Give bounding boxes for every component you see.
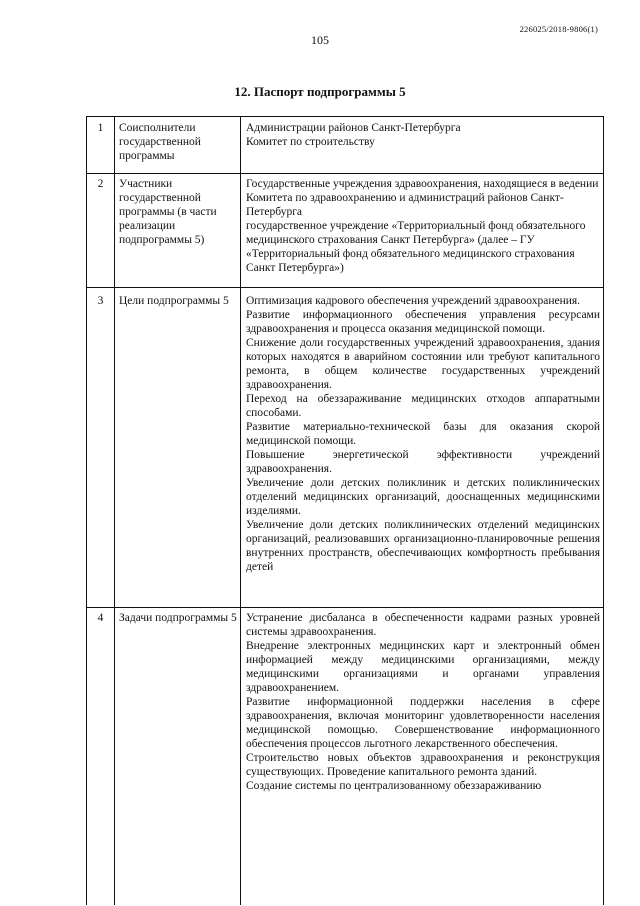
- row-number: 3: [97, 295, 104, 307]
- content-paragraph: Снижение доли государственных учреждений здравоохранения, здания которых находятся в аварийном состоянии или требуют капитального ремонта, в общем количестве государственных учреждений здравоохранения.: [246, 337, 600, 391]
- row-number: 1: [97, 122, 104, 134]
- content-paragraph: Устранение дисбаланса в обеспеченности кадрами разных уровней системы здравоохранения.: [246, 612, 600, 638]
- row-divider: [87, 287, 603, 288]
- row-content: [246, 121, 600, 149]
- table-row: [87, 117, 603, 173]
- section-title: 12. Паспорт подпрограммы 5: [234, 84, 406, 99]
- passport-table: [86, 116, 604, 905]
- content-paragraph: Комитет по строительству: [246, 136, 375, 148]
- table-row: [87, 290, 603, 612]
- content-paragraph: Государственные учреждения здравоохранения, находящиеся в ведении Комитета по здравоохранению и администраций районов Санкт-Петербурга: [246, 178, 599, 218]
- row-content: [246, 294, 600, 574]
- document-number: 226025/2018-9806(1): [519, 24, 598, 34]
- content-paragraph: Развитие материально-технической базы для оказания скорой медицинской помощи.: [246, 421, 600, 447]
- row-label: Соисполнители государственной программы: [119, 122, 201, 162]
- content-paragraph: Развитие информационной поддержки населения в сфере здравоохранения, включая мониторинг удовлетворенности населения медицинской помощью. Совершенствование информационного обеспечения процессов льготного лекарственного обеспечения.: [246, 696, 600, 750]
- row-number: 2: [97, 178, 104, 190]
- content-paragraph: Переход на обеззараживание медицинских отходов аппаратными способами.: [246, 393, 600, 419]
- content-paragraph: Создание системы по централизованному обеззараживанию: [246, 780, 542, 792]
- row-label: Задачи подпрограммы 5: [119, 612, 237, 624]
- table-row: [87, 607, 603, 906]
- content-paragraph: Повышение энергетической эффективности учреждений здравоохранения.: [246, 449, 600, 475]
- row-content: [246, 611, 600, 793]
- row-content: [246, 177, 600, 275]
- content-paragraph: Администрации районов Санкт-Петербурга: [246, 122, 461, 134]
- row-label: Участники государственной программы (в части реализации подпрограммы 5): [119, 178, 217, 246]
- page-number: 105: [311, 33, 329, 47]
- content-paragraph: государственное учреждение «Территориальный фонд обязательного медицинского страхования Санкт Петербурга» (далее – ГУ «Территориальный фонд обязательного медицинского страхования Санкт Петербурга»): [246, 220, 586, 274]
- content-paragraph: Строительство новых объектов здравоохранения и реконструкция существующих. Проведение капитального ремонта зданий.: [246, 752, 600, 778]
- content-paragraph: Увеличение доли детских поликлинических отделений медицинских организаций, реализовавших организационно-планировочные решения внутренних пространств, обеспечивающих комфортность пребывания детей: [246, 519, 600, 573]
- content-paragraph: Развитие информационного обеспечения управления ресурсами здравоохранения и процесса оказания медицинской помощи.: [246, 309, 600, 335]
- row-label: Цели подпрограммы 5: [119, 295, 229, 307]
- content-paragraph: Оптимизация кадрового обеспечения учреждений здравоохранения.: [246, 295, 581, 307]
- content-paragraph: Внедрение электронных медицинских карт и электронный обмен информацией между медицинскими организациями, между медицинскими организациями и органами управления здравоохранением.: [246, 640, 600, 694]
- content-paragraph: Увеличение доли детских поликлиник и детских поликлинических отделений медицинских организаций, дооснащенных медицинскими изделиями.: [246, 477, 600, 517]
- row-number: 4: [97, 612, 104, 624]
